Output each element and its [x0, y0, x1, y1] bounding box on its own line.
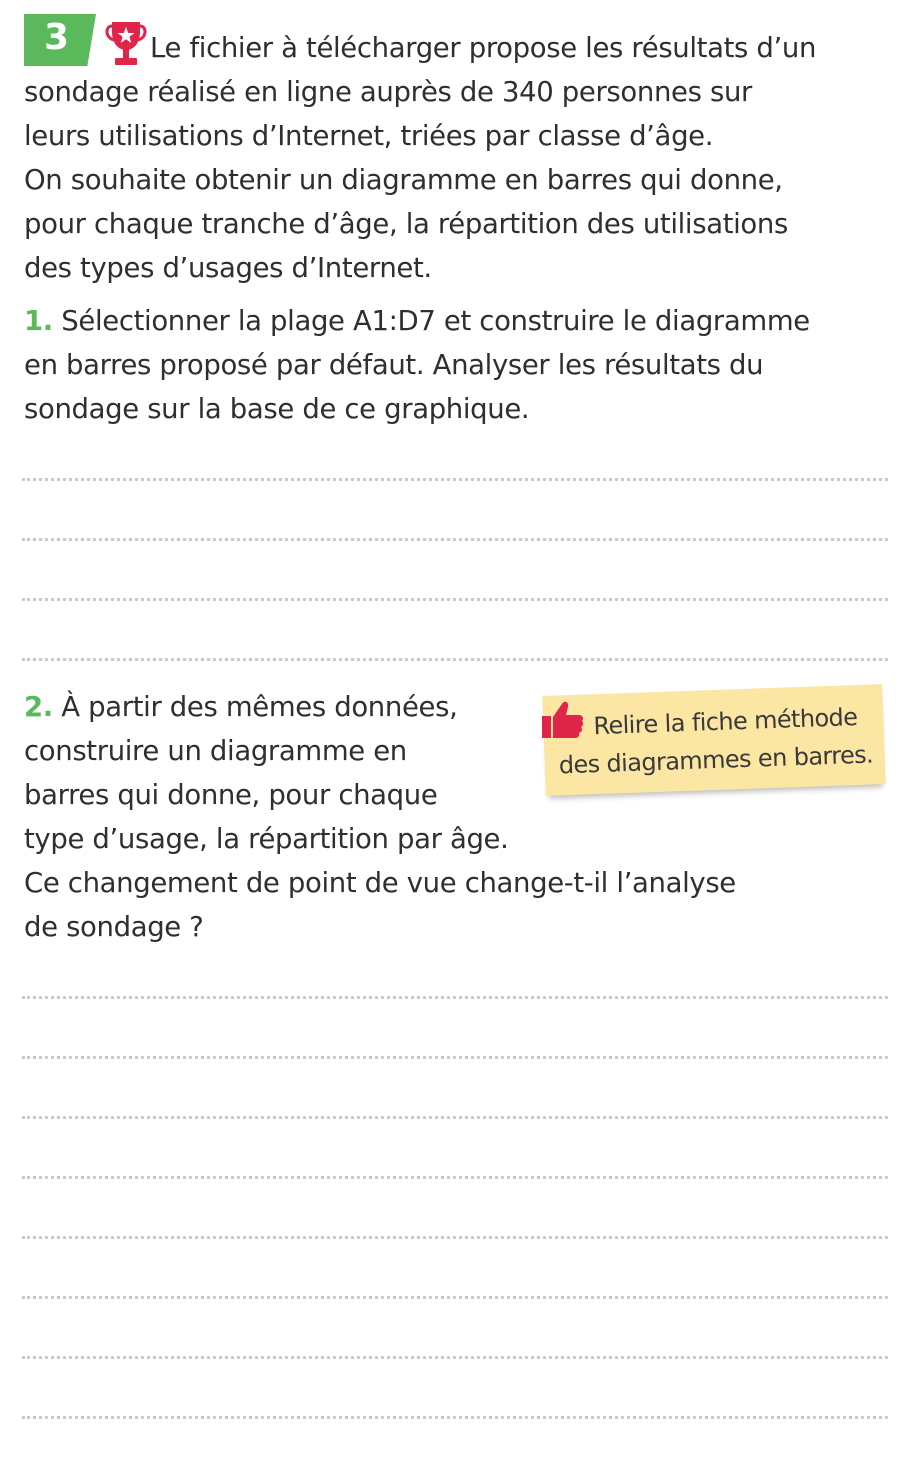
- thumbs-up-icon: [540, 698, 586, 744]
- question-2-line-2: construire un diagramme en: [24, 735, 407, 767]
- intro-line-6: des types d’usages d’Internet.: [24, 252, 432, 284]
- answer-line[interactable]: [22, 1356, 888, 1359]
- question-2-line-1: [24, 691, 458, 723]
- answer-line[interactable]: [22, 996, 888, 999]
- trophy-star-icon: [104, 18, 148, 68]
- intro-line-2: sondage réalisé en ligne auprès de 340 personnes sur: [24, 76, 752, 108]
- exercise-number: 3: [44, 17, 70, 58]
- answer-line[interactable]: [22, 1296, 888, 1299]
- tip-line-1: Relire la fiche méthode: [592, 702, 858, 741]
- question-1-text: Sélectionner la plage A1:D7 et construire le diagramme: [61, 305, 810, 337]
- question-1-number: 1.: [24, 305, 53, 337]
- answer-line[interactable]: [22, 1116, 888, 1119]
- answer-line[interactable]: [22, 1056, 888, 1059]
- tip-line-2: des diagrammes en barres.: [558, 740, 874, 780]
- question-1-line-1: [24, 305, 810, 337]
- question-2-text: À partir des mêmes données,: [61, 691, 458, 723]
- answer-line[interactable]: [22, 598, 888, 601]
- answer-line[interactable]: [22, 1176, 888, 1179]
- question-2-number: 2.: [24, 691, 53, 723]
- question-2-line-4: type d’usage, la répartition par âge.: [24, 823, 509, 855]
- answer-line[interactable]: [22, 538, 888, 541]
- question-2-line-6: de sondage ?: [24, 911, 204, 943]
- question-1-line-3: sondage sur la base de ce graphique.: [24, 393, 530, 425]
- answer-line[interactable]: [22, 658, 888, 661]
- question-2-line-3: barres qui donne, pour chaque: [24, 779, 438, 811]
- intro-line-1: Le fichier à télécharger propose les résultats d’un: [150, 32, 817, 64]
- question-2-line-5: Ce changement de point de vue change-t-il l’analyse: [24, 867, 736, 899]
- answer-line[interactable]: [22, 1236, 888, 1239]
- answer-line[interactable]: [22, 1416, 888, 1419]
- tip-note: [542, 684, 885, 796]
- answer-line[interactable]: [22, 478, 888, 481]
- intro-line-3: leurs utilisations d’Internet, triées par classe d’âge.: [24, 120, 714, 152]
- intro-line-4: On souhaite obtenir un diagramme en barres qui donne,: [24, 164, 783, 196]
- question-1-line-2: en barres proposé par défaut. Analyser les résultats du: [24, 349, 764, 381]
- intro-line-5: pour chaque tranche d’âge, la répartition des utilisations: [24, 208, 788, 240]
